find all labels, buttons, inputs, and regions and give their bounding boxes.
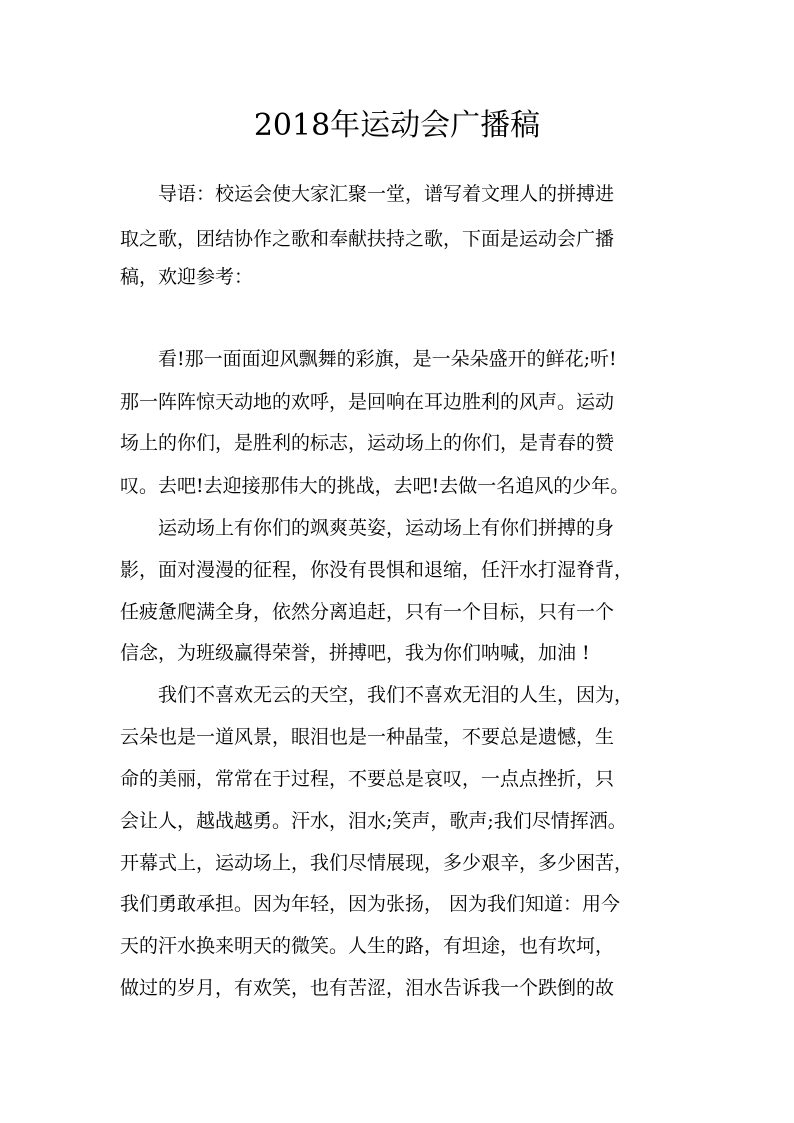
paragraph-line: 稿，欢迎参考： bbox=[120, 266, 254, 288]
paragraph-line: 影，面对漫漫的征程，你没有畏惧和退缩，任汗水打湿脊背， bbox=[120, 559, 634, 581]
paragraph-line: 云朵也是一道风景，眼泪也是一种晶莹，不要总是遗憾，生 bbox=[120, 726, 615, 748]
paragraph-line: 场上的你们，是胜利的标志，运动场上的你们，是青春的赞 bbox=[120, 432, 615, 454]
paragraph-line: 运动场上有你们的飒爽英姿，运动场上有你们拼搏的身 bbox=[158, 517, 615, 539]
document-title: 2018年运动会广播稿 bbox=[253, 108, 541, 143]
paragraph-line: 任疲惫爬满全身，依然分离追赶，只有一个目标，只有一个 bbox=[120, 601, 615, 623]
paragraph-line: 看!那一面面迎风飘舞的彩旗，是一朵朵盛开的鲜花;听! bbox=[158, 348, 617, 370]
paragraph-line: 那一阵阵惊天动地的欢呼，是回响在耳边胜利的风声。运动 bbox=[120, 391, 615, 413]
paragraph-line: 天的汗水换来明天的微笑。人生的路，有坦途，也有坎坷， bbox=[120, 935, 615, 957]
paragraph-line: 叹。去吧!去迎接那伟大的挑战，去吧!去做一名追风的少年。 bbox=[120, 475, 630, 497]
paragraph-line: 信念，为班级赢得荣誉，拼搏吧，我为你们呐喊，加油 ! bbox=[120, 642, 590, 664]
paragraph-line: 我们不喜欢无云的天空，我们不喜欢无泪的人生，因为， bbox=[158, 684, 634, 706]
paragraph-line: 导语：校运会使大家汇聚一堂，谱写着文理人的拼搏进 bbox=[158, 183, 615, 205]
paragraph-line: 会让人，越战越勇。汗水，泪水;笑声，歌声;我们尽情挥洒。 bbox=[120, 810, 627, 832]
paragraph-line: 做过的岁月，有欢笑，也有苦涩，泪水告诉我一个跌倒的故 bbox=[120, 977, 615, 999]
paragraph-line: 我们勇敢承担。因为年轻，因为张扬， 因为我们知道：用今 bbox=[120, 893, 621, 915]
paragraph-line: 取之歌，团结协作之歌和奉献扶持之歌，下面是运动会广播 bbox=[120, 228, 615, 250]
paragraph-line: 命的美丽，常常在于过程，不要总是哀叹，一点点挫折，只 bbox=[120, 768, 615, 790]
paragraph-line: 开幕式上，运动场上，我们尽情展现，多少艰辛，多少困苦， bbox=[120, 852, 634, 874]
